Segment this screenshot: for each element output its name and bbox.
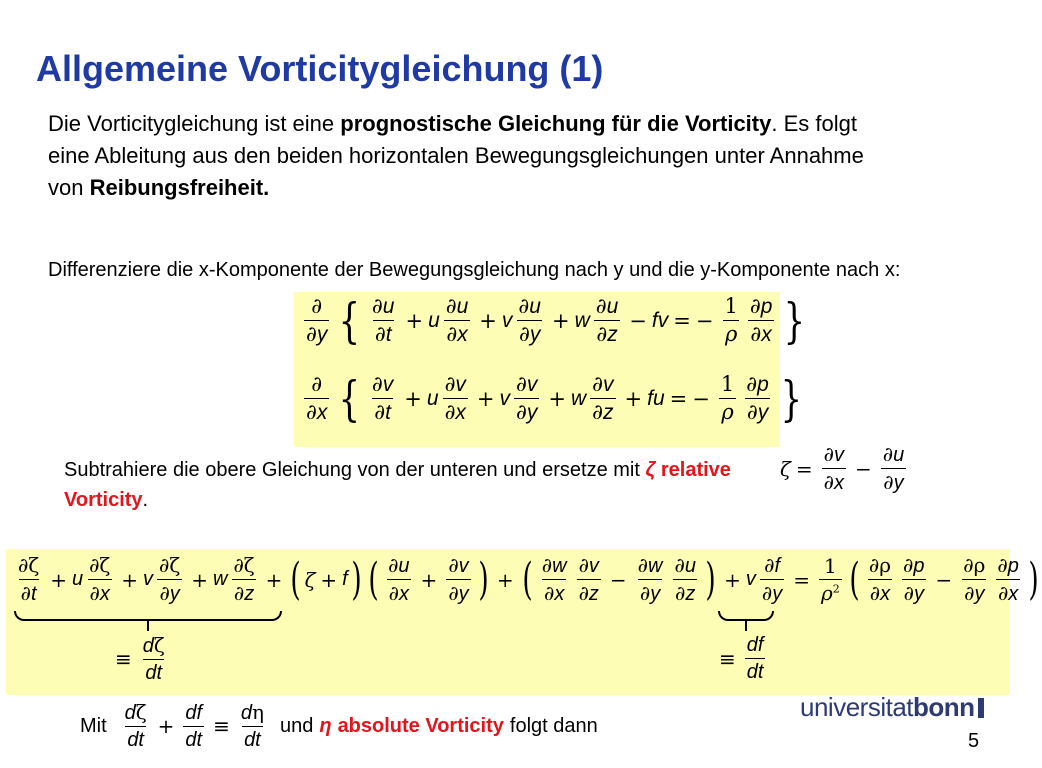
intro-text-1: Die Vorticitygleichung ist eine xyxy=(48,111,341,136)
vorticity-equation-box xyxy=(6,549,1039,695)
x-momentum-equation: ∂ ∂y { ∂u ∂t + u ∂u ∂x + v ∂u ∂y + w ∂u ∂z − fv = − $\frac{1}{\rho}$ ∂p ∂x } xyxy=(306,292,806,349)
momentum-equations-box xyxy=(294,292,806,447)
logo-text-bonn: bonn xyxy=(913,692,975,722)
step2-end: . xyxy=(142,489,149,511)
material-derivative-underbrace xyxy=(14,611,282,621)
page-number: 5 xyxy=(968,730,980,752)
mit-label: Mit xyxy=(80,714,107,737)
logo-bar-icon xyxy=(978,698,984,718)
absolute-vorticity-label: absolute Vorticity xyxy=(337,714,504,737)
step1-paragraph: Differenziere die x-Komponente der Bewegungsgleichung nach y und die y-Komponente nach x: xyxy=(48,259,901,281)
vorticity-equation: ∂ζ ∂t + u ∂ζ ∂x + v ∂ζ ∂y + w ∂ζ ∂z + ( ζ + f ) ( ∂u ∂x + $\frac{\partial v}{\partial y}$ ) + ( ∂w ∂x ∂v ∂z − $\frac{\partial w}{\partial y}$ ∂u ∂z ) + v $\frac{\partial f}{\partial y}$ = $\frac{1}{\rho^2}$ ( ∂ρ ∂x ∂p ∂y − $\frac{\partial\rho}{\partial y}$ ∂p ∂x ) xyxy=(18,553,1039,605)
und-label: und xyxy=(279,714,314,737)
relative-vorticity-label: relative Vorticity xyxy=(64,459,731,511)
y-momentum-equation: ∂ ∂x { ∂v ∂t + u ∂v ∂x + v ∂v ∂y + w ∂v ∂z + fu = − $\frac{1}{\rho}$ ∂p ∂y } xyxy=(306,370,802,427)
intro-bold-2: Reibungsfreiheit. xyxy=(89,175,270,200)
intro-text-2: . Es folgt eine Ableitung aus den beiden horizontalen Bewegungsgleichungen unter Annahme von xyxy=(48,111,864,200)
step2-paragraph xyxy=(64,455,764,515)
zeta-definition: ζ = $\frac{\partial v}{\partial x}$ − $\frac{\partial u}{\partial y}$ xyxy=(780,442,905,494)
underbrace-tip xyxy=(745,621,747,631)
final-line: Mit dζ dt + $\frac{df}{dt}$ ≡ dη dt und η absolute Vorticity folgt dann xyxy=(80,700,598,751)
dzeta-dt-definition: ≡ dζ dt xyxy=(115,633,165,684)
university-logo xyxy=(800,692,984,723)
logo-text-universitat: universitat xyxy=(800,692,913,722)
folgt-dann-label: folgt dann xyxy=(509,714,598,737)
eta-symbol: η xyxy=(319,714,332,737)
step2-text: Subtrahiere die obere Gleichung von der unteren und ersetze mit xyxy=(64,459,646,481)
beta-term-underbrace xyxy=(718,611,774,621)
underbrace-tip xyxy=(147,621,149,631)
intro-paragraph xyxy=(48,108,898,204)
intro-bold-1: prognostische Gleichung für die Vorticity xyxy=(340,111,772,136)
slide-title: Allgemeine Vorticitygleichung (1) xyxy=(36,48,604,89)
zeta-symbol: ζ xyxy=(645,459,656,481)
df-dt-definition: ≡ df dt xyxy=(719,634,764,683)
